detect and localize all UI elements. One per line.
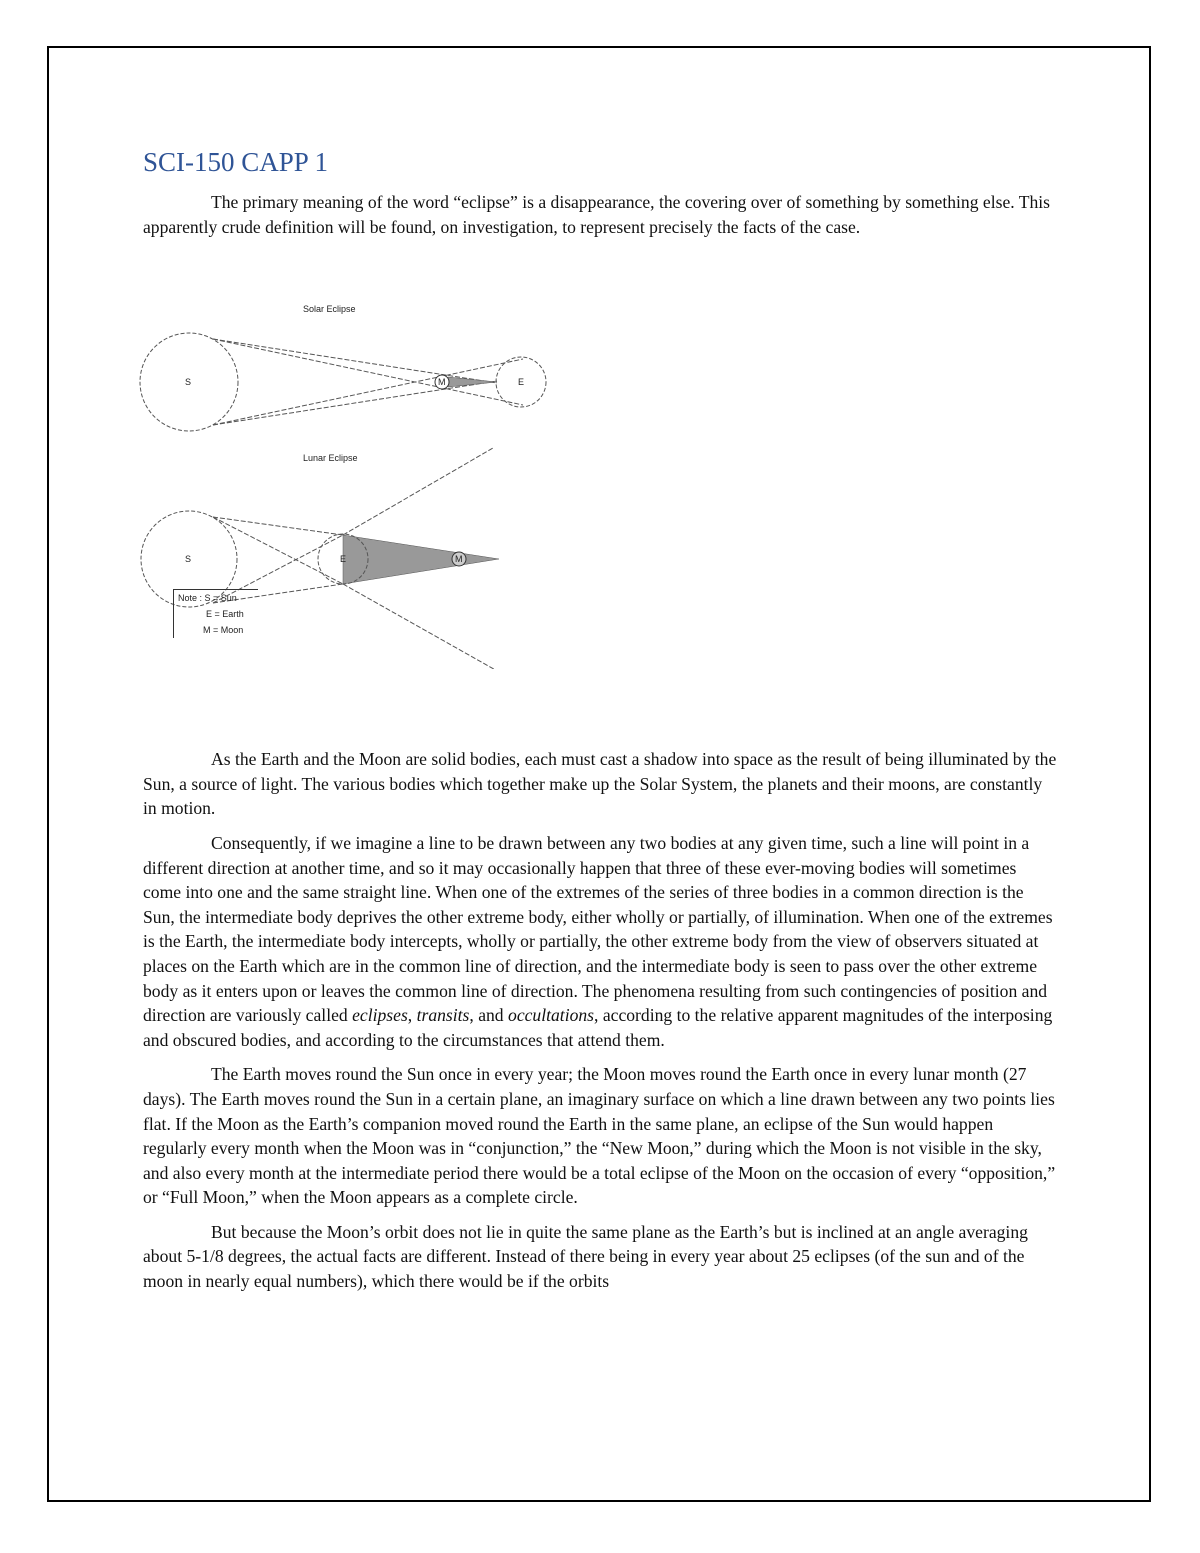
lunar-moon-label: M [455, 554, 463, 565]
solar-sun-label: S [185, 377, 192, 388]
document-title: SCI-150 CAPP 1 [143, 147, 329, 177]
legend-moon: M = Moon [203, 625, 244, 636]
lunar-earth-label: E [340, 554, 347, 565]
solar-ray [213, 339, 523, 405]
earth-shadow-cone [343, 535, 499, 584]
term-transits: transits [416, 1005, 470, 1026]
legend-earth: E = Earth [206, 609, 244, 620]
eclipse-diagram [137, 269, 597, 669]
paragraph-orbits: The Earth moves round the Sun once in every year; the Moon moves round the Earth once in every lunar month (27 days). The Earth moves round the Sun in a certain plane, an imaginary surface on which a line drawn between any two points lies flat. If the Moon as the Earth’s companion moved round the Earth in the same plane, an eclipse of the Sun would happen regularly every month when the Moon was in “conjunction,” the “New Moon,” during which the Moon is not visible in the sky, and also every month at the intermediate period there would be a total eclipse of the Moon on the occasion of every “opposition,” or “Full Moon,” when the Moon appears as a complete circle. [143, 1064, 1056, 1208]
solar-ray [213, 381, 497, 425]
term-occultations: occultations [508, 1005, 595, 1026]
lunar-ray [343, 584, 515, 669]
diagram-legend [173, 589, 258, 638]
moon-shadow-cone [448, 377, 497, 387]
separator: , [407, 1005, 417, 1026]
solar-ray [213, 359, 523, 425]
legend-sun: Note : S = Sun [178, 593, 237, 604]
paragraph-alignment-end: , according to the relative apparent magnitudes of the interposing and obscured bodies, and according to the circumstances that attend them. [143, 1005, 1053, 1050]
solar-eclipse-title: Solar Eclipse [303, 304, 356, 315]
paragraph-inclination: But because the Moon’s orbit does not lie in quite the same plane as the Earth’s but is inclined at an angle averaging about 5-1/8 degrees, the actual facts are different. Instead of there being in every year about 25 eclipses (of the sun and of the moon in nearly equal numbers), which there would be if the orbits [143, 1221, 1028, 1292]
paragraph-shadow: As the Earth and the Moon are solid bodies, each must cast a shadow into space as the result of being illuminated by the Sun, a source of light. The various bodies which together make up the Solar System, the planets and their moons, are constantly in motion. [143, 749, 1057, 819]
solar-earth-label: E [518, 377, 525, 388]
lunar-ray [213, 517, 343, 535]
lunar-sun-label: S [185, 554, 192, 565]
term-eclipses: eclipses [352, 1005, 408, 1026]
intro-paragraph: The primary meaning of the word “eclipse” is a disappearance, the covering over of something by something else. This apparently crude definition will be found, on investigation, to represent precisely the facts of the case. [143, 192, 1051, 237]
lunar-eclipse-title: Lunar Eclipse [303, 453, 358, 464]
separator: , and [469, 1005, 509, 1026]
paragraph-alignment-text: Consequently, if we imagine a line to be drawn between any two bodies at any given time, such a line will point in a different direction at another time, and so it may occasionally happen that three of these ever-moving bodies will sometimes come into one and the same straight line. When one of the extremes of the series of three bodies in a common direction is the Sun, the intermediate body deprives the other extreme body, either wholly or partially, of illumination. When one of the extremes is the Earth, the intermediate body intercepts, wholly or partially, the other extreme body from the view of observers situated at places on the Earth which are in the common line of direction, and the intermediate body is seen to pass over the other extreme body as it enters upon or leaves the common line of direction. The phenomena resulting from such contingencies of position and direction are variously called [143, 832, 1053, 1026]
solar-moon-label: M [438, 377, 446, 388]
solar-ray [213, 339, 497, 383]
document-body [143, 140, 1058, 1304]
paragraph-alignment [143, 831, 1058, 1052]
lunar-ray [343, 448, 493, 535]
